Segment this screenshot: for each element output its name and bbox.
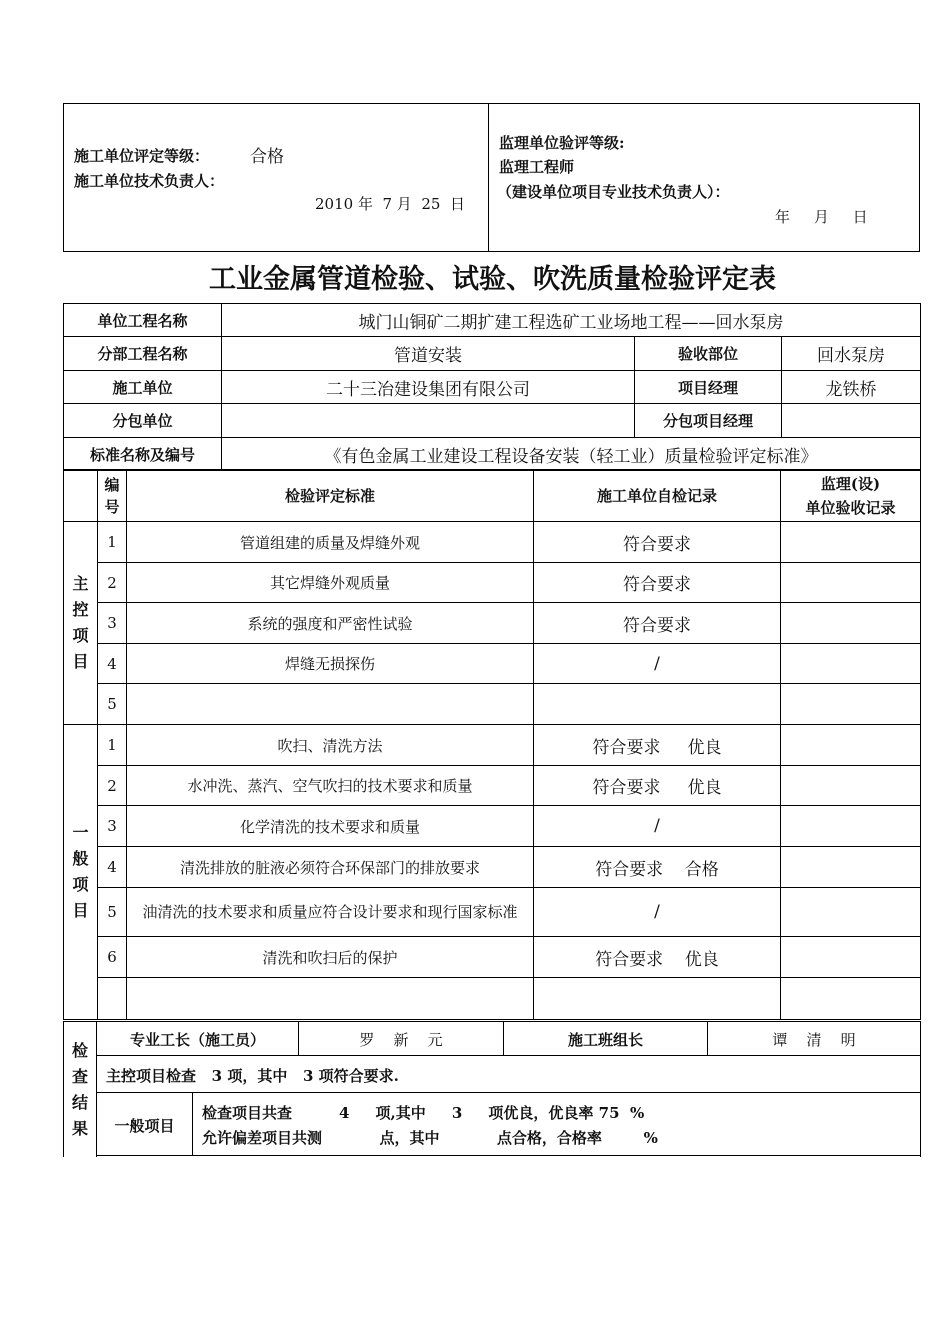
row-num: 4 — [98, 644, 127, 684]
row-supervision — [781, 888, 921, 937]
row-supervision — [781, 978, 921, 1020]
self-check-header: 施工单位自检记录 — [534, 470, 781, 522]
owner-tech-label: （建设单位项目专业技术负责人）： — [497, 183, 730, 201]
row-supervision — [781, 847, 921, 888]
general-check-line1: 检查项目共查 4 项,其中 3 项优良，优良率 75 % — [202, 1104, 645, 1122]
construction-grade-label: 施工单位评定等级： — [74, 147, 210, 165]
subcontract-manager-value — [782, 404, 921, 438]
row-record: / — [534, 888, 781, 937]
row-criteria: 焊缝无损探伤 — [127, 644, 534, 684]
subcontract-manager-label: 分包项目经理 — [635, 404, 782, 438]
table-row — [64, 563, 921, 603]
row-num: 4 — [98, 847, 127, 888]
result-char: 查 — [71, 1067, 88, 1086]
table-row — [64, 644, 921, 684]
general-label — [64, 725, 98, 1020]
criteria-header: 检验评定标准 — [127, 470, 534, 522]
row-record — [534, 684, 781, 725]
form-title: 工业金属管道检验、试验、吹洗质量检验评定表 — [209, 264, 776, 295]
construction-unit-value: 二十三冶建设集团有限公司 — [222, 371, 635, 404]
construction-tech-label: 施工单位技术负责人： — [74, 172, 225, 190]
row-supervision — [781, 725, 921, 766]
standard-label: 标准名称及编号 — [64, 438, 222, 471]
row-criteria: 水冲洗、蒸汽、空气吹扫的技术要求和质量 — [127, 766, 534, 806]
row-num: 1 — [98, 522, 127, 563]
num-header — [98, 470, 127, 522]
row-criteria: 化学清洗的技术要求和质量 — [127, 806, 534, 847]
row-num: 2 — [98, 766, 127, 806]
result-row-divider-1 — [96, 1055, 920, 1056]
row-supervision — [781, 644, 921, 684]
construction-unit-label: 施工单位 — [64, 371, 222, 404]
table-row — [64, 766, 921, 806]
row-record: / — [534, 644, 781, 684]
general-items-label: 一般项目 — [114, 1117, 175, 1135]
row-record: 符合要求 — [534, 603, 781, 644]
table-row — [64, 847, 921, 888]
row-record: 符合要求 优良 — [534, 937, 781, 978]
supervision-grade-label: 监理单位验评等级: — [499, 134, 625, 152]
result-char: 检 — [71, 1041, 88, 1060]
row-num: 2 — [98, 563, 127, 603]
general-check-line2: 允许偏差项目共测 点，其中 点合格，合格率 % — [202, 1129, 658, 1147]
row-criteria: 管道组建的质量及焊缝外观 — [127, 522, 534, 563]
row-criteria — [127, 684, 534, 725]
construction-date: 2010 年 7 月 25 日 — [315, 195, 465, 213]
table-row — [64, 522, 921, 563]
supervision-header-line2: 单位验收记录 — [805, 498, 896, 517]
supervision-engineer-label: 监理工程师 — [499, 158, 575, 176]
row-supervision — [781, 522, 921, 563]
result-col-divider-d — [192, 1092, 193, 1155]
row-num — [98, 978, 127, 1020]
subcontract-unit-label: 分包单位 — [64, 404, 222, 438]
foreman-value: 罗 新 元 — [359, 1031, 443, 1049]
row-supervision — [781, 563, 921, 603]
table-row — [64, 603, 921, 644]
main-control-label — [64, 522, 98, 725]
team-leader-label: 施工班组长 — [567, 1031, 643, 1049]
subcontract-unit-value — [222, 404, 635, 438]
row-num: 5 — [98, 684, 127, 725]
result-row-divider-2 — [96, 1092, 920, 1093]
result-char: 果 — [71, 1119, 88, 1138]
row-num: 5 — [98, 888, 127, 937]
general-char: 般 — [72, 849, 89, 868]
row-num: 1 — [98, 725, 127, 766]
num-header-line1: 编 — [104, 475, 120, 494]
row-supervision — [781, 937, 921, 978]
sub-project-value: 管道安装 — [222, 337, 635, 371]
main-check-summary: 主控项目检查 3 项，其中 3 项符合要求. — [106, 1067, 399, 1085]
foreman-label: 专业工长（施工员） — [129, 1031, 265, 1049]
unit-project-label: 单位工程名称 — [64, 304, 222, 337]
row-criteria: 吹扫、清洗方法 — [127, 725, 534, 766]
main-control-char: 目 — [72, 652, 89, 671]
row-record: 符合要求 优良 — [534, 725, 781, 766]
row-record — [534, 978, 781, 1020]
row-supervision — [781, 766, 921, 806]
row-criteria: 其它焊缝外观质量 — [127, 563, 534, 603]
row-record: 符合要求 合格 — [534, 847, 781, 888]
row-record: / — [534, 806, 781, 847]
row-criteria: 系统的强度和严密性试验 — [127, 603, 534, 644]
supervision-header — [781, 470, 921, 522]
sub-project-label: 分部工程名称 — [64, 337, 222, 371]
num-header-line2: 号 — [104, 497, 120, 516]
result-char: 结 — [71, 1093, 88, 1112]
general-char: 一 — [72, 823, 89, 842]
row-criteria: 清洗排放的脏液必须符合环保部门的排放要求 — [127, 847, 534, 888]
result-bottom-line — [96, 1155, 920, 1156]
table-row — [64, 888, 921, 937]
table-row — [64, 725, 921, 766]
row-num: 3 — [98, 603, 127, 644]
row-num: 3 — [98, 806, 127, 847]
info-table — [63, 303, 921, 471]
row-num: 6 — [98, 937, 127, 978]
row-criteria: 油清洗的技术要求和质量应符合设计要求和现行国家标准 — [127, 888, 534, 937]
supervision-header-line1: 监理(设) — [820, 474, 881, 493]
row-criteria: 清洗和吹扫后的保护 — [127, 937, 534, 978]
row-record: 符合要求 — [534, 563, 781, 603]
table-row — [64, 806, 921, 847]
row-supervision — [781, 603, 921, 644]
accept-part-label: 验收部位 — [635, 337, 782, 371]
general-char: 项 — [72, 875, 89, 894]
manager-value: 龙铁桥 — [782, 371, 921, 404]
main-control-char: 控 — [72, 600, 89, 619]
row-supervision — [781, 684, 921, 725]
items-table — [63, 469, 921, 1020]
signature-divider — [488, 103, 489, 252]
construction-grade-value: 合格 — [250, 147, 284, 167]
general-char: 目 — [72, 901, 89, 920]
row-record: 符合要求 优良 — [534, 766, 781, 806]
result-label — [64, 1038, 96, 1142]
supervision-date: 年 月 日 — [775, 208, 868, 226]
row-supervision — [781, 806, 921, 847]
main-control-char: 项 — [72, 626, 89, 645]
main-control-char: 主 — [72, 574, 89, 593]
blank-corner — [64, 470, 98, 522]
manager-label: 项目经理 — [635, 371, 782, 404]
table-row — [64, 937, 921, 978]
unit-project-value: 城门山铜矿二期扩建工程选矿工业场地工程——回水泵房 — [222, 304, 921, 337]
row-record: 符合要求 — [534, 522, 781, 563]
accept-part-value: 回水泵房 — [782, 337, 921, 371]
row-criteria — [127, 978, 534, 1020]
table-row — [64, 684, 921, 725]
table-row — [64, 978, 921, 1020]
team-leader-value: 谭 清 明 — [772, 1031, 856, 1049]
standard-value: 《有色金属工业建设工程设备安装（轻工业）质量检验评定标准》 — [222, 438, 921, 471]
